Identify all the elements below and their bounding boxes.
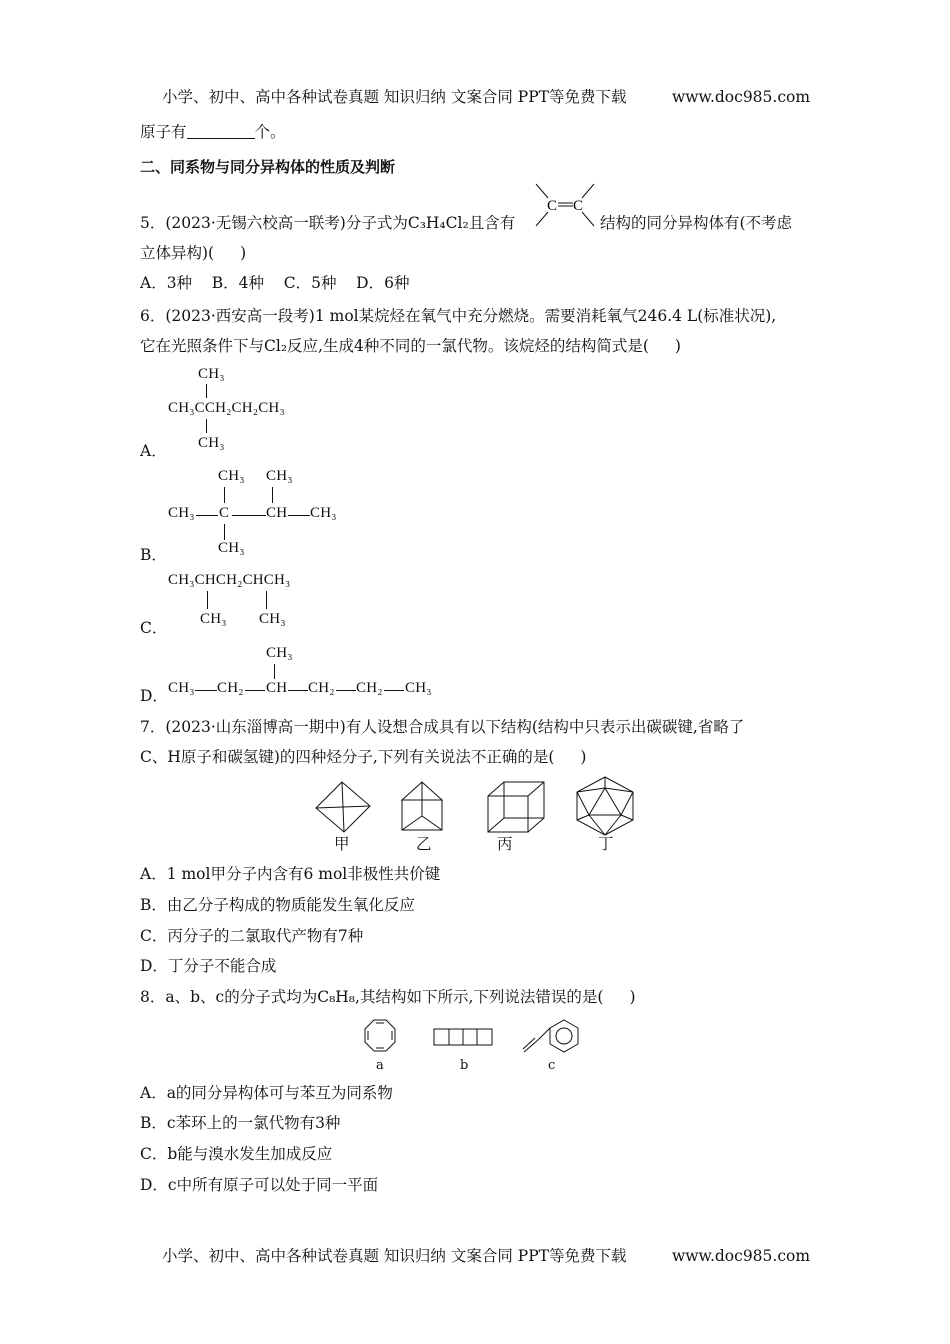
q8-option-d: D．c中所有原子可以处于同一平面 <box>140 1176 379 1194</box>
q8-option-c: C．b能与溴水发生加成反应 <box>140 1145 333 1163</box>
q6-d-group-3: CH <box>266 680 288 696</box>
q8-structure-c-styrene <box>520 1016 584 1056</box>
q6-option-c-label: C． <box>140 619 168 637</box>
q5-number: 5． <box>140 214 166 232</box>
prev-prefix: 原子有 <box>140 123 187 141</box>
q7-option-a: A．1 mol甲分子内含有6 mol非极性共价键 <box>140 865 441 883</box>
q5-line1-tail: 结构的同分异构体有(不考虑 <box>600 214 793 232</box>
q7-structure-jia-tetrahedron <box>312 778 374 836</box>
footer-site: www.doc985.com <box>672 1247 811 1265</box>
q7-structure-ding-polyhedron <box>572 774 638 838</box>
q8-structure-b-cubane-ladder <box>432 1026 496 1050</box>
q6-option-a-label: A． <box>140 442 167 460</box>
header-site: www.doc985.com <box>672 88 811 106</box>
q8-number: 8． <box>140 988 166 1006</box>
q6-line2-end: ) <box>674 337 681 355</box>
q7-structure-bing-cube <box>484 778 550 836</box>
q6-d-bond-3 <box>288 690 308 691</box>
q7-number: 7． <box>140 718 166 736</box>
q6-d-group-4: CH₂ <box>308 680 335 696</box>
q6-a-top-ch3: CH₃ <box>198 366 225 382</box>
q6-number: 6． <box>140 307 166 325</box>
q6-a-bond-up <box>206 384 207 398</box>
q6-b-bond-down <box>224 524 225 540</box>
q6-b-top-ch3-1: CH₃ <box>218 468 245 484</box>
q6-c-bond-2 <box>266 591 267 609</box>
q6-b-right-ch3: CH₃ <box>310 505 337 521</box>
q7-label-yi: 乙 <box>416 835 432 853</box>
q5-text-a: (2023·无锡六校高一联考)分子式为 <box>165 214 408 232</box>
q6-b-ch: CH <box>266 505 288 521</box>
prev-suffix: 个。 <box>254 123 286 141</box>
q6-b-bond-h2 <box>232 515 266 516</box>
q6-d-top-ch3: CH₃ <box>266 645 293 661</box>
q5-line2-end: ) <box>240 244 247 262</box>
q6-line1-text: (2023·西安高一段考)1 mol某烷烃在氧气中充分燃烧。需要消耗氧气246.4 L(标准状况), <box>165 307 777 325</box>
q6-d-group-5: CH₂ <box>356 680 383 696</box>
q7-line1 <box>140 716 744 738</box>
q6-b-bond-up1 <box>224 487 225 503</box>
q6-d-bond-5 <box>384 690 404 691</box>
section-title: 二、同系物与同分异构体的性质及判断 <box>140 158 396 176</box>
q8-line1-end: ) <box>629 988 636 1006</box>
q5-atom-c1: C <box>547 198 558 214</box>
q7-label-bing: 丙 <box>497 835 513 853</box>
q6-a-bond-down <box>206 419 207 433</box>
q6-option-d-label: D． <box>140 687 168 705</box>
q8-line1 <box>140 986 636 1008</box>
prev-question-tail <box>140 121 286 143</box>
q5-options: A．3种 B．4种 C．5种 D．6种 <box>140 274 410 292</box>
footer-text: 小学、初中、高中各种试卷真题 知识归纳 文案合同 PPT等免费下载 <box>162 1247 627 1265</box>
q7-option-c: C．丙分子的二氯取代产物有7种 <box>140 927 364 945</box>
q6-b-bond-up2 <box>272 487 273 503</box>
q6-d-bond-1 <box>195 690 217 691</box>
q8-label-b: b <box>460 1058 469 1073</box>
q6-d-bond-2 <box>245 690 265 691</box>
q7-label-jia: 甲 <box>334 835 350 853</box>
q5-line1 <box>140 212 515 234</box>
q6-line1 <box>140 305 776 327</box>
q6-line2 <box>140 335 681 357</box>
q6-c-sub-ch3-1: CH₃ <box>200 611 227 627</box>
q6-c-bond-1 <box>207 591 208 609</box>
q8-line1-text: a、b、c的分子式均为C₈H₈,其结构如下所示,下列说法错误的是( <box>165 988 604 1006</box>
q8-label-c: c <box>548 1058 556 1073</box>
q8-option-a: A．a的同分异构体可与苯互为同系物 <box>140 1084 393 1102</box>
q6-b-bottom-ch3: CH₃ <box>218 540 245 556</box>
q8-label-a: a <box>376 1058 384 1073</box>
q5-atom-c2: C <box>573 198 584 214</box>
q6-b-top-ch3-2: CH₃ <box>266 468 293 484</box>
q6-c-sub-ch3-2: CH₃ <box>259 611 286 627</box>
q7-line2 <box>140 746 586 768</box>
q6-b-bond-h3 <box>288 515 310 516</box>
q8-option-b: B．c苯环上的一氯代物有3种 <box>140 1114 341 1132</box>
q5-text-b: 且含有 <box>468 214 516 232</box>
q6-d-group-1: CH₃ <box>168 680 195 696</box>
q5-cc-double-bond-structure <box>530 180 600 232</box>
q6-d-group-6: CH₃ <box>405 680 432 696</box>
q7-option-b: B．由乙分子构成的物质能发生氧化反应 <box>140 896 415 914</box>
q6-c-main-chain: CH₃CHCH₂CHCH₃ <box>168 572 291 588</box>
header-text: 小学、初中、高中各种试卷真题 知识归纳 文案合同 PPT等免费下载 <box>162 88 627 106</box>
q5-formula: C₃H₄Cl₂ <box>407 214 469 232</box>
q7-label-ding: 丁 <box>598 835 614 853</box>
page-header <box>162 86 811 108</box>
q7-structure-yi-prism <box>398 778 450 836</box>
q7-line2-end: ) <box>580 748 587 766</box>
q7-option-d: D．丁分子不能合成 <box>140 957 277 975</box>
q7-line1-text: (2023·山东淄博高一期中)有人设想合成具有以下结构(结构中只表示出碳碳键,省略了 <box>165 718 745 736</box>
q6-b-quaternary-c: C <box>219 505 230 521</box>
q6-d-bond-4 <box>336 690 356 691</box>
q6-d-group-2: CH₂ <box>217 680 244 696</box>
q5-line2 <box>140 242 246 264</box>
answer-blank <box>187 124 255 139</box>
q6-b-bond-h1 <box>196 515 218 516</box>
q6-a-bottom-ch3: CH₃ <box>198 435 225 451</box>
q6-b-left-ch3: CH₃ <box>168 505 195 521</box>
q7-line2-text: C、H原子和碳氢键)的四种烃分子,下列有关说法不正确的是( <box>140 748 555 766</box>
page-footer <box>162 1245 811 1267</box>
q6-a-main-chain: CH₃CCH₂CH₂CH₃ <box>168 400 285 416</box>
q5-line2-text: 立体异构)( <box>140 244 215 262</box>
q6-d-bond-up <box>274 664 275 679</box>
q8-structure-a-cyclooctatetraene <box>362 1018 398 1054</box>
q6-line2-text: 它在光照条件下与Cl₂反应,生成4种不同的一氯代物。该烷烃的结构简式是( <box>140 337 649 355</box>
q6-option-b-label: B． <box>140 546 167 564</box>
